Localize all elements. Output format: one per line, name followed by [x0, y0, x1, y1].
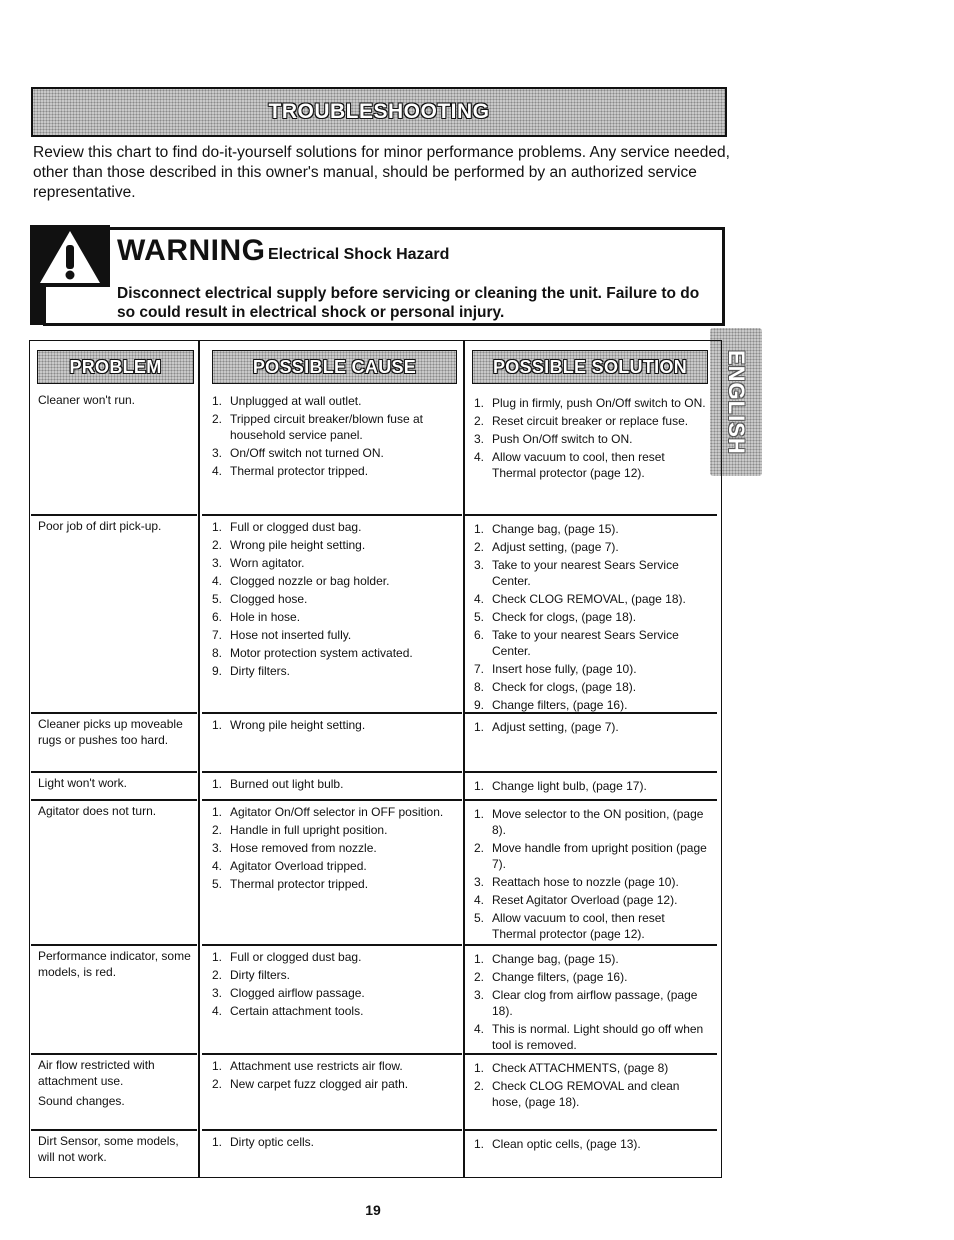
cause-item-text: Dirty filters.: [230, 968, 290, 982]
solution-item: [474, 806, 709, 838]
warning-heading: WARNING: [117, 234, 266, 267]
cause-item: [212, 663, 456, 679]
cause-item-text: Hole in hose.: [230, 610, 301, 624]
solution-item-text: Reset circuit breaker or replace fuse.: [492, 414, 689, 428]
cause-item-number: 9.: [212, 664, 223, 678]
cause-item: [212, 463, 456, 479]
cause-item-number: 2.: [212, 1077, 223, 1091]
cause-item: [212, 776, 456, 792]
problem-text: Light won't work.: [38, 776, 127, 790]
solution-item-number: 1.: [474, 779, 485, 793]
cause-item-number: 1.: [212, 805, 223, 819]
cause-item-number: 2.: [212, 968, 223, 982]
row-divider: [465, 944, 717, 946]
problem-text: Cleaner picks up moveable rugs or pushes too hard.: [38, 717, 183, 747]
row-divider: [202, 771, 462, 773]
cause-item-number: 4.: [212, 859, 223, 873]
problem-cell: [38, 775, 194, 791]
cause-item-number: 8.: [212, 646, 223, 660]
solution-item-number: 5.: [474, 610, 485, 624]
row-divider: [465, 1129, 717, 1131]
cause-item-number: 2.: [212, 412, 223, 426]
solution-item-text: Allow vacuum to cool, then reset Thermal protector (page 12).: [492, 450, 665, 480]
solution-item: [474, 431, 709, 447]
row-divider: [202, 712, 462, 714]
cause-item: [212, 627, 456, 643]
solution-item: [474, 557, 709, 589]
cause-item-text: Agitator Overload tripped.: [230, 859, 367, 873]
solution-item-text: Change filters, (page 16).: [492, 698, 628, 712]
solution-item-number: 1.: [474, 1061, 485, 1075]
cause-item-number: 4.: [212, 574, 223, 588]
cause-item-text: Thermal protector tripped.: [230, 877, 369, 891]
row-divider: [465, 799, 717, 801]
solution-item-number: 2.: [474, 1079, 485, 1093]
cause-list: [212, 519, 456, 679]
problem-text: Sound changes.: [38, 1094, 125, 1108]
cause-item: [212, 537, 456, 553]
solution-item-text: Insert hose fully, (page 10).: [492, 662, 637, 676]
warning-icon-block: [30, 225, 110, 287]
solution-item: [474, 627, 709, 659]
cause-item: [212, 804, 456, 820]
cause-item: [212, 609, 456, 625]
solution-item-number: 2.: [474, 970, 485, 984]
cause-item: [212, 876, 456, 892]
solution-item: [474, 874, 709, 890]
cause-item-text: Attachment use restricts air flow.: [230, 1059, 403, 1073]
problem-cell: [38, 1133, 194, 1165]
solution-item: [474, 697, 709, 713]
cause-item-text: Unplugged at wall outlet.: [230, 394, 362, 408]
solution-item-text: Change filters, (page 16).: [492, 970, 628, 984]
cause-item: [212, 555, 456, 571]
header-possible-cause-label: POSSIBLE CAUSE: [252, 356, 417, 377]
warning-text: Disconnect electrical supply before servicing or cleaning the unit. Failure to do so could result in electrical shock or personal injury.: [117, 285, 700, 321]
row-divider: [465, 1053, 717, 1055]
cause-item-text: Burned out light bulb.: [230, 777, 344, 791]
cause-item-number: 1.: [212, 394, 223, 408]
solution-item-text: Check CLOG REMOVAL, (page 18).: [492, 592, 686, 606]
cause-item-text: Clogged airflow passage.: [230, 986, 365, 1000]
cause-list: [212, 1134, 456, 1150]
intro-paragraph: Review this chart to find do-it-yourself solutions for minor performance problems. Any service needed, other than those described in this owner's manual, should be performed by an authorized service representative.: [33, 144, 730, 201]
row-divider: [202, 1053, 462, 1055]
solution-item: [474, 892, 709, 908]
header-possible-solution: [472, 350, 708, 384]
solution-item: [474, 951, 709, 967]
solution-item: [474, 910, 709, 942]
header-possible-solution-label: POSSIBLE SOLUTION: [492, 356, 688, 377]
row-divider: [31, 514, 197, 516]
cause-item-number: 1.: [212, 520, 223, 534]
page-number: 19: [365, 1202, 381, 1218]
cause-item-text: Clogged hose.: [230, 592, 308, 606]
cause-item: [212, 840, 456, 856]
solution-list: [474, 395, 709, 481]
solution-item-number: 2.: [474, 414, 485, 428]
cause-item-text: Dirty filters.: [230, 664, 290, 678]
problem-text: Performance indicator, some models, is red.: [38, 949, 191, 979]
cause-item-number: 7.: [212, 628, 223, 642]
title-banner: [31, 87, 727, 137]
solution-item-number: 9.: [474, 698, 485, 712]
solution-item: [474, 969, 709, 985]
solution-item-number: 5.: [474, 911, 485, 925]
row-divider: [465, 771, 717, 773]
solution-item: [474, 521, 709, 537]
solution-item-text: This is normal. Light should go off when tool is removed.: [492, 1022, 704, 1052]
warning-box-edge: [30, 287, 46, 325]
cause-list: [212, 393, 456, 479]
cause-item-number: 1.: [212, 950, 223, 964]
cause-item: [212, 985, 456, 1001]
cause-item-number: 2.: [212, 538, 223, 552]
cause-item-text: Wrong pile height setting.: [230, 718, 366, 732]
row-divider: [31, 799, 197, 801]
solution-item-text: Allow vacuum to cool, then reset Thermal protector (page 12).: [492, 911, 665, 941]
cause-item-number: 6.: [212, 610, 223, 624]
solution-item-text: Adjust setting, (page 7).: [492, 540, 619, 554]
row-divider: [465, 514, 717, 516]
problem-cell: [38, 716, 194, 748]
problem-cell: [38, 948, 194, 980]
solution-item: [474, 840, 709, 872]
solution-item-text: Adjust setting, (page 7).: [492, 720, 619, 734]
problem-text: Air flow restricted with attachment use.: [38, 1058, 155, 1088]
solution-item-text: Change light bulb, (page 17).: [492, 779, 647, 793]
solution-item-text: Reattach hose to nozzle (page 10).: [492, 875, 679, 889]
problem-cell: [38, 1057, 194, 1109]
solution-item: [474, 719, 709, 735]
solution-item-text: Move handle from upright position (page 7).: [492, 841, 707, 871]
problem-text: Agitator does not turn.: [38, 804, 157, 818]
cause-item: [212, 591, 456, 607]
solution-item-number: 3.: [474, 875, 485, 889]
solution-list: [474, 1060, 709, 1110]
cause-item: [212, 393, 456, 409]
row-divider: [31, 712, 197, 714]
cause-item: [212, 445, 456, 461]
solution-item-text: Check CLOG REMOVAL and clean hose, (page 18).: [492, 1079, 680, 1109]
solution-item: [474, 449, 709, 481]
row-divider: [31, 1053, 197, 1055]
solution-item-text: Check ATTACHMENTS, (page 8): [492, 1061, 669, 1075]
cause-list: [212, 1058, 456, 1092]
solution-item-number: 1.: [474, 720, 485, 734]
solution-list: [474, 806, 709, 942]
cause-item-number: 4.: [212, 1004, 223, 1018]
solution-list: [474, 1136, 709, 1152]
solution-item-text: Move selector to the ON position, (page 8).: [492, 807, 704, 837]
row-divider: [202, 514, 462, 516]
cause-item-number: 1.: [212, 1135, 223, 1149]
problem-cell: [38, 392, 194, 408]
cause-item: [212, 717, 456, 733]
solution-item-number: 3.: [474, 988, 485, 1002]
solution-item: [474, 1078, 709, 1110]
header-problem-label: PROBLEM: [69, 356, 162, 377]
solution-item-text: Change bag, (page 15).: [492, 522, 619, 536]
solution-item: [474, 987, 709, 1019]
warning-subtitle: Electrical Shock Hazard: [268, 246, 450, 263]
solution-list: [474, 778, 709, 794]
cause-item-text: Full or clogged dust bag.: [230, 520, 362, 534]
cause-list: [212, 776, 456, 792]
cause-item-text: New carpet fuzz clogged air path.: [230, 1077, 409, 1091]
column-divider: [198, 340, 200, 1178]
language-tab-label: ENGLISH: [724, 349, 749, 455]
cause-item: [212, 1134, 456, 1150]
solution-item-number: 1.: [474, 522, 485, 536]
solution-item: [474, 778, 709, 794]
cause-item: [212, 573, 456, 589]
cause-item-number: 1.: [212, 718, 223, 732]
cause-list: [212, 949, 456, 1019]
cause-item-text: Agitator On/Off selector in OFF position.: [230, 805, 444, 819]
row-divider: [31, 771, 197, 773]
solution-item-text: Check for clogs, (page 18).: [492, 610, 637, 624]
cause-item-number: 1.: [212, 777, 223, 791]
cause-item-text: Thermal protector tripped.: [230, 464, 369, 478]
problem-cell: [38, 518, 194, 534]
cause-item-text: Clogged nozzle or bag holder.: [230, 574, 390, 588]
row-divider: [202, 799, 462, 801]
solution-item-number: 8.: [474, 680, 485, 694]
cause-item: [212, 1058, 456, 1074]
cause-list: [212, 717, 456, 733]
row-divider: [202, 1129, 462, 1131]
cause-item-text: Dirty optic cells.: [230, 1135, 315, 1149]
solution-item-number: 3.: [474, 558, 485, 572]
cause-item-number: 3.: [212, 446, 223, 460]
page-title: TROUBLESHOOTING: [268, 100, 490, 123]
solution-item: [474, 539, 709, 555]
solution-item-text: Plug in firmly, push On/Off switch to ON.: [492, 396, 706, 410]
row-divider: [465, 712, 717, 714]
cause-item-number: 4.: [212, 464, 223, 478]
cause-item: [212, 411, 456, 443]
row-divider: [202, 944, 462, 946]
problem-cell: [38, 803, 194, 819]
solution-item: [474, 1021, 709, 1053]
cause-item-text: Motor protection system activated.: [230, 646, 413, 660]
solution-item: [474, 591, 709, 607]
solution-item: [474, 1136, 709, 1152]
cause-item-text: Certain attachment tools.: [230, 1004, 364, 1018]
cause-item-text: Worn agitator.: [230, 556, 305, 570]
cause-item-text: Hose not inserted fully.: [230, 628, 352, 642]
cause-item: [212, 858, 456, 874]
cause-item: [212, 822, 456, 838]
solution-item-text: Push On/Off switch to ON.: [492, 432, 633, 446]
solution-item: [474, 1060, 709, 1076]
solution-item-number: 1.: [474, 952, 485, 966]
cause-item: [212, 1003, 456, 1019]
solution-item-number: 2.: [474, 540, 485, 554]
cause-item-text: Handle in full upright position.: [230, 823, 388, 837]
cause-item: [212, 949, 456, 965]
solution-item-text: Take to your nearest Sears Service Center.: [492, 558, 679, 588]
solution-item-number: 4.: [474, 1022, 485, 1036]
solution-item-text: Change bag, (page 15).: [492, 952, 619, 966]
solution-item-text: Check for clogs, (page 18).: [492, 680, 637, 694]
cause-item-text: Wrong pile height setting.: [230, 538, 366, 552]
cause-item-text: Full or clogged dust bag.: [230, 950, 362, 964]
cause-item-number: 5.: [212, 877, 223, 891]
solution-item-text: Reset Agitator Overload (page 12).: [492, 893, 678, 907]
solution-item-text: Clean optic cells, (page 13).: [492, 1137, 641, 1151]
solution-item: [474, 679, 709, 695]
solution-item: [474, 661, 709, 677]
cause-item-number: 3.: [212, 556, 223, 570]
cause-item: [212, 519, 456, 535]
solution-item: [474, 609, 709, 625]
solution-item-number: 6.: [474, 628, 485, 642]
solution-item: [474, 413, 709, 429]
problem-text: Dirt Sensor, some models, will not work.: [38, 1134, 179, 1164]
row-divider: [31, 944, 197, 946]
solution-list: [474, 719, 709, 735]
solution-item-number: 7.: [474, 662, 485, 676]
problem-text: Poor job of dirt pick-up.: [38, 519, 162, 533]
cause-item: [212, 967, 456, 983]
solution-item-number: 2.: [474, 841, 485, 855]
cause-item-number: 1.: [212, 1059, 223, 1073]
row-divider: [31, 1129, 197, 1131]
header-possible-cause: [212, 350, 457, 384]
solution-item-text: Take to your nearest Sears Service Center.: [492, 628, 679, 658]
cause-item-number: 5.: [212, 592, 223, 606]
solution-item-number: 1.: [474, 807, 485, 821]
cause-item-number: 3.: [212, 986, 223, 1000]
cause-item-text: Tripped circuit breaker/blown fuse at household service panel.: [230, 412, 423, 442]
header-problem: [37, 350, 194, 384]
solution-item-number: 1.: [474, 1137, 485, 1151]
solution-item: [474, 395, 709, 411]
solution-item-number: 4.: [474, 592, 485, 606]
cause-item-text: On/Off switch not turned ON.: [230, 446, 384, 460]
solution-list: [474, 521, 709, 713]
warning-triangle-icon: [38, 229, 102, 285]
solution-item-number: 1.: [474, 396, 485, 410]
cause-item: [212, 1076, 456, 1092]
solution-item-number: 3.: [474, 432, 485, 446]
cause-item-number: 2.: [212, 823, 223, 837]
solution-item-number: 4.: [474, 893, 485, 907]
cause-item-text: Hose removed from nozzle.: [230, 841, 377, 855]
cause-item-number: 3.: [212, 841, 223, 855]
solution-item-number: 4.: [474, 450, 485, 464]
solution-list: [474, 951, 709, 1053]
cause-item: [212, 645, 456, 661]
solution-item-text: Clear clog from airflow passage, (page 18).: [492, 988, 698, 1018]
problem-text: Cleaner won't run.: [38, 393, 136, 407]
cause-list: [212, 804, 456, 892]
